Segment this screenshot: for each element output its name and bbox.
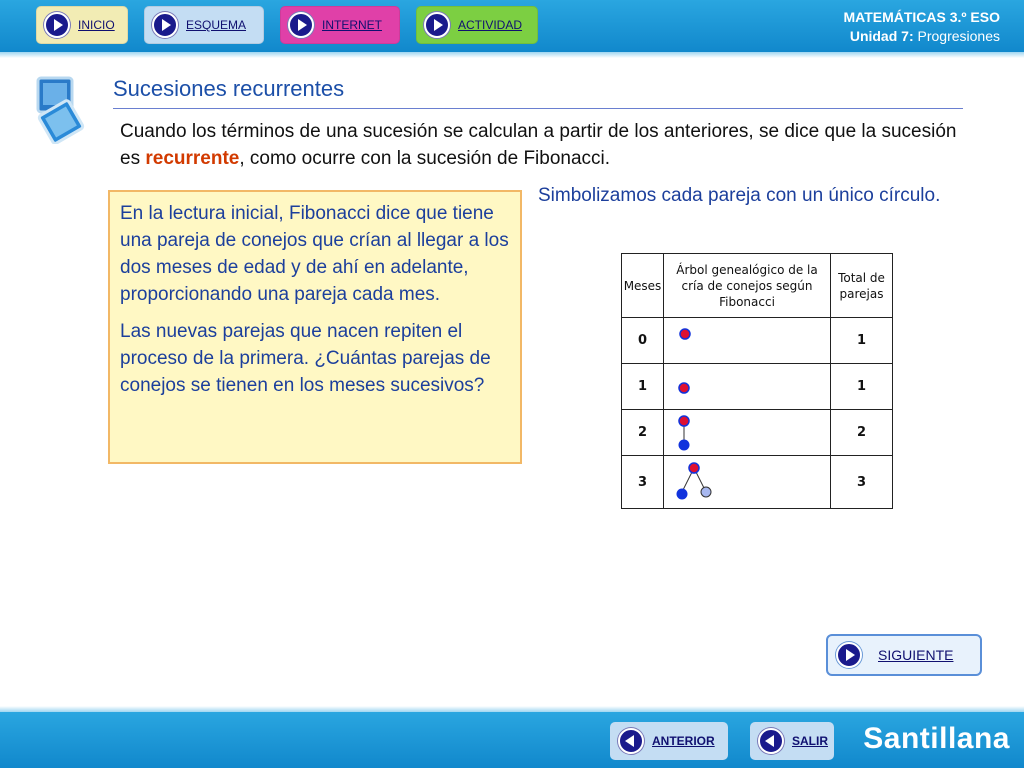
mes-cell: 2: [622, 410, 664, 456]
siguiente-label: SIGUIENTE: [878, 647, 954, 663]
internet-label: INTERNET: [322, 18, 382, 32]
table-row: [622, 456, 893, 509]
table-row: [622, 410, 893, 456]
bottom-navigation-bar: [0, 712, 1024, 768]
young-pair-dot: [677, 489, 688, 500]
actividad-label: ACTIVIDAD: [458, 18, 523, 32]
tree-month-2: [664, 410, 830, 455]
back-arrow-icon: [758, 728, 784, 754]
story-box: [108, 190, 522, 464]
intro-text-end: , como ocurre con la sucesión de Fibonacci.: [239, 148, 611, 169]
siguiente-button[interactable]: [826, 634, 982, 676]
slides-icon: [36, 74, 86, 144]
top-navigation-bar: [0, 0, 1024, 52]
tree-cell: [664, 410, 831, 456]
play-icon: [152, 12, 178, 38]
adult-pair-dot: [679, 416, 689, 426]
header-total: Total de parejas: [831, 254, 893, 318]
adult-pair-dot: [680, 329, 690, 339]
anterior-button[interactable]: [610, 722, 728, 760]
tree-cell: [664, 318, 831, 364]
internet-button[interactable]: [280, 6, 400, 44]
mes-cell: 3: [622, 456, 664, 509]
keyword-recurrente: recurrente: [145, 148, 240, 169]
salir-label: SALIR: [792, 734, 828, 748]
inicio-button[interactable]: [36, 6, 128, 44]
unit-label: Unidad 7:: [849, 28, 914, 44]
tree-month-3: [664, 456, 830, 508]
play-icon: [44, 12, 70, 38]
course-title: MATEMÁTICAS 3.º ESO: [843, 9, 1000, 25]
page-title: Sucesiones recurrentes: [113, 76, 345, 101]
mes-cell: 1: [622, 364, 664, 410]
tree-cell: [664, 456, 831, 509]
unit-name: Progresiones: [913, 28, 1000, 44]
adult-pair-dot: [679, 383, 689, 393]
actividad-button[interactable]: [416, 6, 538, 44]
table-row: [622, 318, 893, 364]
tree-month-1: [664, 364, 830, 409]
tree-cell: [664, 364, 831, 410]
total-cell: 1: [831, 364, 893, 410]
adult-pair-dot: [689, 463, 699, 473]
story-paragraph-1: En la lectura inicial, Fibonacci dice que tiene una pareja de conejos que crían al llegar a los dos meses de edad y de ahí en adelante, proporcionando una pareja cada mes.: [120, 203, 509, 305]
play-icon: [836, 642, 862, 668]
mes-cell: 0: [622, 318, 664, 364]
course-header: [843, 8, 1000, 46]
total-cell: 2: [831, 410, 893, 456]
play-icon: [288, 12, 314, 38]
play-icon: [424, 12, 450, 38]
young-pair-dot: [679, 440, 690, 451]
total-cell: 3: [831, 456, 893, 509]
newborn-pair-dot: [701, 487, 711, 497]
header-arbol: Árbol genealógico de la cría de conejos según Fibonacci: [664, 254, 831, 318]
anterior-label: ANTERIOR: [652, 734, 715, 748]
tree-month-0: [664, 318, 830, 363]
table-row: [622, 364, 893, 410]
fibonacci-table: [621, 253, 893, 509]
santillana-logo: Santillana: [863, 722, 1010, 755]
back-arrow-icon: [618, 728, 644, 754]
header-meses: Meses: [622, 254, 664, 318]
salir-button[interactable]: [750, 722, 834, 760]
esquema-label: ESQUEMA: [186, 18, 247, 32]
esquema-button[interactable]: [144, 6, 264, 44]
total-cell: 1: [831, 318, 893, 364]
symbol-note: Simbolizamos cada pareja con un único círculo.: [538, 185, 941, 206]
table-header-row: [622, 254, 893, 318]
title-divider: [113, 108, 963, 109]
story-paragraph-2: Las nuevas parejas que nacen repiten el proceso de la primera. ¿Cuántas parejas de conejos se tienen en los meses sucesivos?: [120, 321, 491, 396]
intro-text-start: Cuando los términos de una sucesión se calculan a partir de los anteriores, se dice que la sucesión es: [120, 121, 957, 169]
intro-paragraph: [120, 118, 970, 172]
inicio-label: INICIO: [78, 18, 115, 32]
